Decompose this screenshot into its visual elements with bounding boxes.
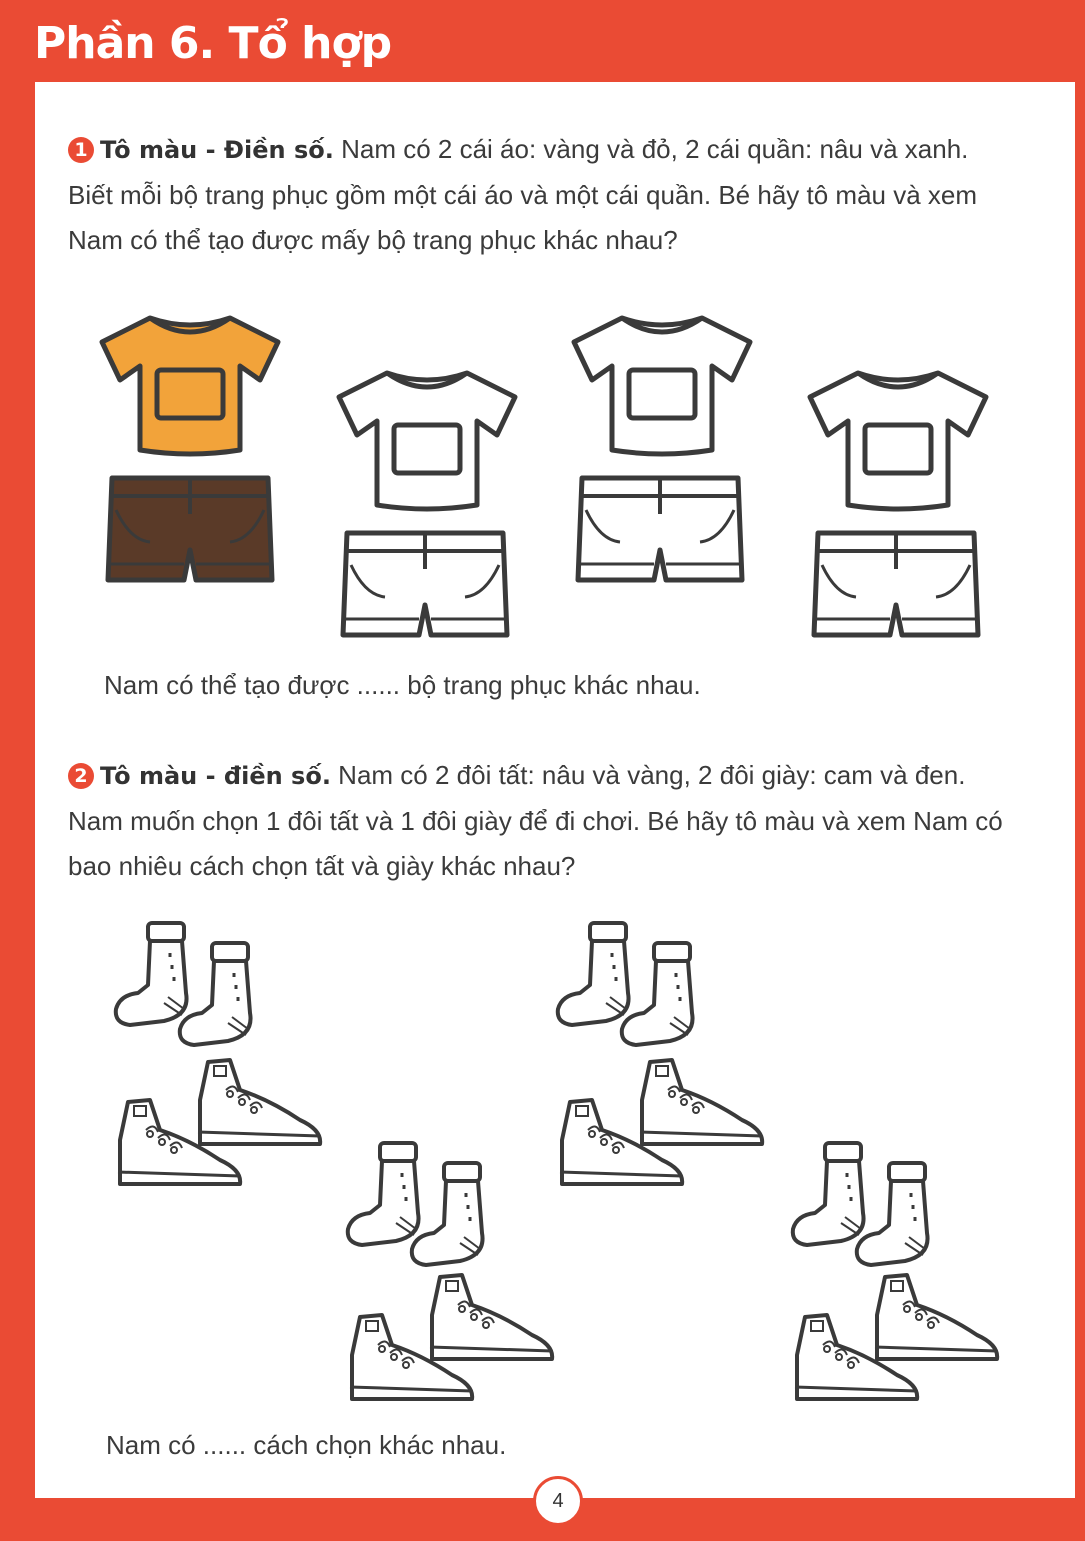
shorts-icon [814, 533, 978, 635]
shirt-icon [102, 318, 278, 454]
exercise-1-text: Nam có 2 cái áo: vàng và đỏ, 2 cái quần: nâu và xanh. Biết mỗi bộ trang phục gồm một cái áo và một cái quần. Bé hãy tô màu và xem Nam có thể tạo được mấy bộ trang phục khác nhau? [68, 134, 978, 255]
sneaker-icon [875, 1275, 997, 1359]
sneaker-icon [640, 1060, 762, 1144]
sock-icon [793, 1143, 864, 1245]
sock-icon [622, 943, 693, 1045]
sock-icon [116, 923, 187, 1025]
shorts-icon [343, 533, 507, 635]
page-number: 4 [533, 1476, 583, 1526]
sneaker-icon [198, 1060, 320, 1144]
sock-icon [180, 943, 251, 1045]
page-title: Phần 6. Tổ hợp [34, 18, 392, 69]
sock-shoe-set-3 [348, 1143, 552, 1399]
exercise-2-title: Tô màu - điền số. [100, 762, 331, 790]
exercise-2 [68, 753, 1008, 889]
shirt-icon [339, 373, 515, 509]
sock-icon [348, 1143, 419, 1245]
exercise-2-number: 2 [68, 763, 94, 789]
shirt-icon [810, 373, 986, 509]
sock-shoe-set-4 [793, 1143, 997, 1399]
exercise-2-answer: Nam có ...... cách chọn khác nhau. [106, 1430, 507, 1460]
sock-icon [558, 923, 629, 1025]
sneaker-icon [430, 1275, 552, 1359]
shirt-icon [574, 318, 750, 454]
exercise-1-title: Tô màu - Điền số. [100, 136, 334, 164]
shorts-icon [108, 478, 272, 580]
sock-icon [412, 1163, 483, 1265]
exercise-2-text: Nam có 2 đôi tất: nâu và vàng, 2 đôi giày: cam và đen. Nam muốn chọn 1 đôi tất và 1 đôi giày để đi chơi. Bé hãy tô màu và xem Nam có bao nhiêu cách chọn tất và giày khác nhau? [68, 760, 1003, 881]
sock-icon [857, 1163, 928, 1265]
sock-shoe-set-2 [558, 923, 762, 1184]
shorts-icon [578, 478, 742, 580]
sock-shoe-set-1 [116, 923, 320, 1184]
exercise-1-number: 1 [68, 137, 94, 163]
exercise-1-answer: Nam có thể tạo được ...... bộ trang phục khác nhau. [104, 670, 701, 700]
